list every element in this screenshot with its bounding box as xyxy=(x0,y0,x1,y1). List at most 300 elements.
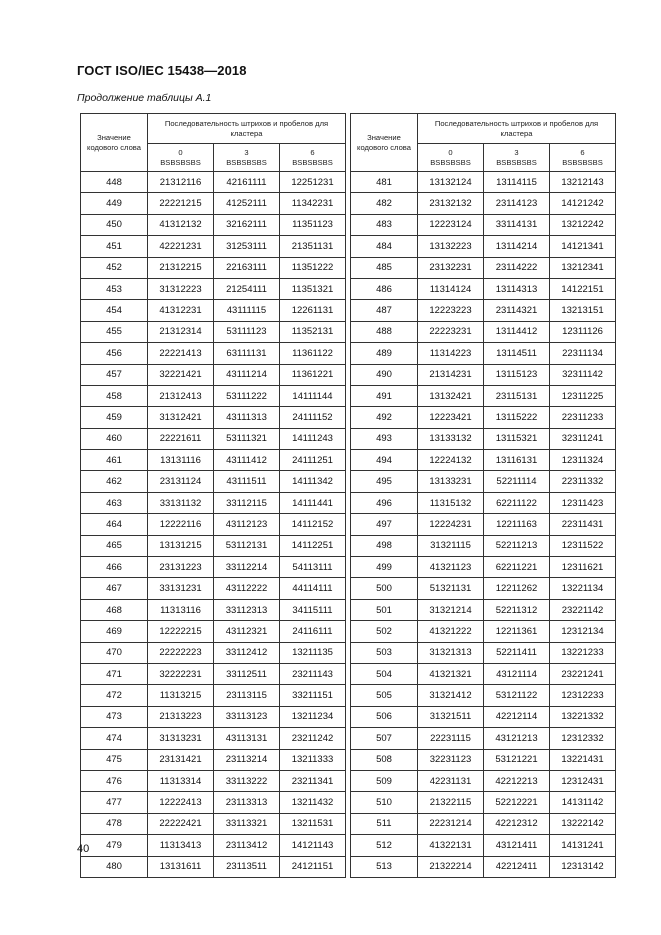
pattern-cell: 14122151 xyxy=(550,278,616,299)
codeword-value-cell: 487 xyxy=(351,300,418,321)
pattern-cell: 43111214 xyxy=(214,364,280,385)
pattern-cell: 24111251 xyxy=(280,450,346,471)
codeword-value-cell: 502 xyxy=(351,621,418,642)
pattern-cell: 13114412 xyxy=(484,321,550,342)
table-row xyxy=(351,214,616,235)
codeword-value-cell: 486 xyxy=(351,278,418,299)
header-codeword-value: Значение кодового слова xyxy=(81,114,148,172)
pattern-cell: 13211234 xyxy=(280,706,346,727)
pattern-cell: 41321321 xyxy=(418,663,484,684)
codeword-value-cell: 512 xyxy=(351,835,418,856)
table-row xyxy=(351,792,616,813)
pattern-cell: 53121221 xyxy=(484,749,550,770)
table-row xyxy=(351,813,616,834)
table-row xyxy=(81,621,346,642)
codeword-value-cell: 479 xyxy=(81,835,148,856)
table-row xyxy=(351,172,616,193)
pattern-cell: 62211122 xyxy=(484,492,550,513)
pattern-cell: 31253111 xyxy=(214,236,280,257)
pattern-cell: 43121213 xyxy=(484,728,550,749)
table-row xyxy=(81,835,346,856)
table-row xyxy=(351,514,616,535)
pattern-cell: 41252111 xyxy=(214,193,280,214)
table-row xyxy=(81,407,346,428)
pattern-cell: 13131215 xyxy=(148,535,214,556)
pattern-cell: 12312134 xyxy=(550,621,616,642)
table-body-left xyxy=(81,172,346,878)
pattern-cell: 21312116 xyxy=(148,172,214,193)
table-row xyxy=(351,749,616,770)
table-row xyxy=(81,813,346,834)
codeword-value-cell: 455 xyxy=(81,321,148,342)
table-row xyxy=(81,578,346,599)
table-row xyxy=(351,835,616,856)
pattern-cell: 32231123 xyxy=(418,749,484,770)
table-row xyxy=(81,535,346,556)
cluster-number: 3 xyxy=(514,147,519,157)
pattern-cell: 23131223 xyxy=(148,557,214,578)
cluster-number: 6 xyxy=(580,147,585,157)
codeword-value-cell: 505 xyxy=(351,685,418,706)
document-title: ГОСТ ISO/IEC 15438—2018 xyxy=(77,63,247,78)
pattern-cell: 31321511 xyxy=(418,706,484,727)
pattern-cell: 14121143 xyxy=(280,835,346,856)
pattern-cell: 12211163 xyxy=(484,514,550,535)
pattern-cell: 13114511 xyxy=(484,343,550,364)
table-row xyxy=(81,770,346,791)
pattern-cell: 43112321 xyxy=(214,621,280,642)
table-row xyxy=(351,706,616,727)
codeword-value-cell: 500 xyxy=(351,578,418,599)
codeword-value-cell: 480 xyxy=(81,856,148,877)
codeword-value-cell: 454 xyxy=(81,300,148,321)
pattern-cell: 12311621 xyxy=(550,557,616,578)
pattern-cell: 33112412 xyxy=(214,642,280,663)
table-row xyxy=(351,343,616,364)
pattern-cell: 52211312 xyxy=(484,599,550,620)
pattern-cell: 33211151 xyxy=(280,685,346,706)
pattern-cell: 24121151 xyxy=(280,856,346,877)
codeword-value-cell: 491 xyxy=(351,385,418,406)
pattern-cell: 23132132 xyxy=(418,193,484,214)
pattern-cell: 33114131 xyxy=(484,214,550,235)
pattern-cell: 23114222 xyxy=(484,257,550,278)
table-row xyxy=(351,364,616,385)
pattern-cell: 11342231 xyxy=(280,193,346,214)
pattern-cell: 13212242 xyxy=(550,214,616,235)
pattern-cell: 12222215 xyxy=(148,621,214,642)
codeword-value-cell: 474 xyxy=(81,728,148,749)
codeword-value-cell: 504 xyxy=(351,663,418,684)
table-row xyxy=(351,236,616,257)
pattern-cell: 23113412 xyxy=(214,835,280,856)
codeword-value-cell: 484 xyxy=(351,236,418,257)
pattern-cell: 12223421 xyxy=(418,407,484,428)
pattern-cell: 31321115 xyxy=(418,535,484,556)
pattern-cell: 13115123 xyxy=(484,364,550,385)
codeword-value-cell: 451 xyxy=(81,236,148,257)
pattern-cell: 43111511 xyxy=(214,471,280,492)
table-row xyxy=(81,450,346,471)
pattern-cell: 14111441 xyxy=(280,492,346,513)
pattern-cell: 22163111 xyxy=(214,257,280,278)
pattern-cell: 33112214 xyxy=(214,557,280,578)
pattern-cell: 14111342 xyxy=(280,471,346,492)
pattern-cell: 12223124 xyxy=(418,214,484,235)
pattern-cell: 31312421 xyxy=(148,407,214,428)
pattern-cell: 22221215 xyxy=(148,193,214,214)
pattern-cell: 11361122 xyxy=(280,343,346,364)
pattern-cell: 13131611 xyxy=(148,856,214,877)
pattern-cell: 22311134 xyxy=(550,343,616,364)
pattern-cell: 13211135 xyxy=(280,642,346,663)
table-row xyxy=(81,172,346,193)
codeword-value-cell: 463 xyxy=(81,492,148,513)
table-row xyxy=(81,236,346,257)
table-row xyxy=(351,428,616,449)
codeword-value-cell: 466 xyxy=(81,557,148,578)
pattern-cell: 13116131 xyxy=(484,450,550,471)
codeword-value-cell: 492 xyxy=(351,407,418,428)
header-sequence: Последовательность штрихов и пробелов для кластера xyxy=(418,114,616,144)
pattern-cell: 42212312 xyxy=(484,813,550,834)
table-row xyxy=(351,856,616,877)
pattern-cell: 13211531 xyxy=(280,813,346,834)
pattern-cell: 13114214 xyxy=(484,236,550,257)
table-row xyxy=(351,685,616,706)
table-row xyxy=(351,492,616,513)
codeword-value-cell: 475 xyxy=(81,749,148,770)
codeword-value-cell: 509 xyxy=(351,770,418,791)
cluster-pattern: BSBSBSBS xyxy=(496,157,537,167)
pattern-cell: 21351131 xyxy=(280,236,346,257)
pattern-cell: 23131124 xyxy=(148,471,214,492)
table-row xyxy=(81,428,346,449)
codeword-value-cell: 485 xyxy=(351,257,418,278)
pattern-cell: 43112123 xyxy=(214,514,280,535)
codeword-value-cell: 490 xyxy=(351,364,418,385)
pattern-cell: 12312233 xyxy=(550,685,616,706)
pattern-cell: 53111123 xyxy=(214,321,280,342)
pattern-cell: 13131116 xyxy=(148,450,214,471)
codeword-value-cell: 510 xyxy=(351,792,418,813)
pattern-cell: 41321222 xyxy=(418,621,484,642)
pattern-cell: 34115111 xyxy=(280,599,346,620)
pattern-cell: 32311241 xyxy=(550,428,616,449)
pattern-cell: 23113115 xyxy=(214,685,280,706)
codeword-value-cell: 511 xyxy=(351,813,418,834)
cluster-pattern: BSBSBSBS xyxy=(562,157,603,167)
pattern-cell: 23114321 xyxy=(484,300,550,321)
table-row xyxy=(81,749,346,770)
table-row xyxy=(351,385,616,406)
pattern-cell: 31313231 xyxy=(148,728,214,749)
codeword-value-cell: 508 xyxy=(351,749,418,770)
pattern-cell: 13212143 xyxy=(550,172,616,193)
pattern-cell: 13211333 xyxy=(280,749,346,770)
pattern-cell: 23211143 xyxy=(280,663,346,684)
pattern-cell: 21322214 xyxy=(418,856,484,877)
pattern-cell: 32311142 xyxy=(550,364,616,385)
table-caption: Продолжение таблицы А.1 xyxy=(77,92,212,104)
codeword-value-cell: 473 xyxy=(81,706,148,727)
codeword-value-cell: 489 xyxy=(351,343,418,364)
table-row xyxy=(81,856,346,877)
codeword-value-cell: 482 xyxy=(351,193,418,214)
pattern-cell: 12223223 xyxy=(418,300,484,321)
table-row xyxy=(351,599,616,620)
pattern-cell: 13133231 xyxy=(418,471,484,492)
pattern-cell: 23132231 xyxy=(418,257,484,278)
header-cluster-3 xyxy=(484,144,550,172)
codeword-value-cell: 470 xyxy=(81,642,148,663)
table-row xyxy=(81,321,346,342)
pattern-cell: 43111115 xyxy=(214,300,280,321)
pattern-cell: 62211221 xyxy=(484,557,550,578)
table-row xyxy=(81,214,346,235)
header-cluster-0 xyxy=(418,144,484,172)
pattern-cell: 31321412 xyxy=(418,685,484,706)
table-row xyxy=(351,321,616,342)
pattern-cell: 42161111 xyxy=(214,172,280,193)
codeword-value-cell: 503 xyxy=(351,642,418,663)
header-codeword-value: Значение кодового слова xyxy=(351,114,418,172)
pattern-cell: 21322115 xyxy=(418,792,484,813)
pattern-cell: 53111222 xyxy=(214,385,280,406)
pattern-cell: 12311423 xyxy=(550,492,616,513)
pattern-cell: 12222116 xyxy=(148,514,214,535)
codeword-value-cell: 488 xyxy=(351,321,418,342)
pattern-cell: 12313142 xyxy=(550,856,616,877)
pattern-cell: 23221142 xyxy=(550,599,616,620)
cluster-pattern: BSBSBSBS xyxy=(292,157,333,167)
pattern-cell: 22231115 xyxy=(418,728,484,749)
codeword-table-left xyxy=(80,113,346,878)
pattern-cell: 22221413 xyxy=(148,343,214,364)
pattern-cell: 33112313 xyxy=(214,599,280,620)
pattern-cell: 14121341 xyxy=(550,236,616,257)
pattern-cell: 21312215 xyxy=(148,257,214,278)
pattern-cell: 13211432 xyxy=(280,792,346,813)
table-row xyxy=(351,557,616,578)
cluster-number: 3 xyxy=(244,147,249,157)
codeword-value-cell: 449 xyxy=(81,193,148,214)
pattern-cell: 22222223 xyxy=(148,642,214,663)
pattern-cell: 32162111 xyxy=(214,214,280,235)
cluster-number: 0 xyxy=(178,147,183,157)
codeword-value-cell: 468 xyxy=(81,599,148,620)
pattern-cell: 21312314 xyxy=(148,321,214,342)
table-row xyxy=(81,364,346,385)
pattern-cell: 22311431 xyxy=(550,514,616,535)
pattern-cell: 13213151 xyxy=(550,300,616,321)
pattern-cell: 32222231 xyxy=(148,663,214,684)
pattern-cell: 22311233 xyxy=(550,407,616,428)
pattern-cell: 11351321 xyxy=(280,278,346,299)
pattern-cell: 11313116 xyxy=(148,599,214,620)
codeword-value-cell: 496 xyxy=(351,492,418,513)
pattern-cell: 11351222 xyxy=(280,257,346,278)
pattern-cell: 43121114 xyxy=(484,663,550,684)
table-row xyxy=(81,300,346,321)
table-row xyxy=(351,663,616,684)
pattern-cell: 12311126 xyxy=(550,321,616,342)
pattern-cell: 11313413 xyxy=(148,835,214,856)
pattern-cell: 41312231 xyxy=(148,300,214,321)
pattern-cell: 21313223 xyxy=(148,706,214,727)
codeword-value-cell: 459 xyxy=(81,407,148,428)
table-row xyxy=(81,706,346,727)
pattern-cell: 13115222 xyxy=(484,407,550,428)
pattern-cell: 33131132 xyxy=(148,492,214,513)
pattern-cell: 42221231 xyxy=(148,236,214,257)
table-row xyxy=(81,343,346,364)
pattern-cell: 13132124 xyxy=(418,172,484,193)
codeword-value-cell: 460 xyxy=(81,428,148,449)
pattern-cell: 33113123 xyxy=(214,706,280,727)
pattern-cell: 13221332 xyxy=(550,706,616,727)
cluster-pattern: BSBSBSBS xyxy=(430,157,471,167)
pattern-cell: 23131421 xyxy=(148,749,214,770)
pattern-cell: 24111152 xyxy=(280,407,346,428)
table-row xyxy=(351,407,616,428)
codeword-value-cell: 462 xyxy=(81,471,148,492)
table-row xyxy=(81,492,346,513)
codeword-value-cell: 498 xyxy=(351,535,418,556)
pattern-cell: 13221233 xyxy=(550,642,616,663)
pattern-cell: 21314231 xyxy=(418,364,484,385)
pattern-cell: 43121411 xyxy=(484,835,550,856)
pattern-cell: 43113131 xyxy=(214,728,280,749)
codeword-value-cell: 481 xyxy=(351,172,418,193)
pattern-cell: 41321123 xyxy=(418,557,484,578)
pattern-cell: 63111131 xyxy=(214,343,280,364)
table-row xyxy=(351,770,616,791)
pattern-cell: 33112115 xyxy=(214,492,280,513)
pattern-cell: 12211262 xyxy=(484,578,550,599)
pattern-cell: 42212213 xyxy=(484,770,550,791)
codeword-value-cell: 472 xyxy=(81,685,148,706)
pattern-cell: 23113214 xyxy=(214,749,280,770)
table-row xyxy=(81,685,346,706)
table-row xyxy=(351,300,616,321)
pattern-cell: 23211341 xyxy=(280,770,346,791)
pattern-cell: 53112131 xyxy=(214,535,280,556)
page-number: 40 xyxy=(77,843,90,855)
tables-container xyxy=(80,113,614,878)
pattern-cell: 33113321 xyxy=(214,813,280,834)
pattern-cell: 12312431 xyxy=(550,770,616,791)
codeword-value-cell: 478 xyxy=(81,813,148,834)
pattern-cell: 31321313 xyxy=(418,642,484,663)
table-row xyxy=(81,278,346,299)
pattern-cell: 22223231 xyxy=(418,321,484,342)
pattern-cell: 14112251 xyxy=(280,535,346,556)
pattern-cell: 14111243 xyxy=(280,428,346,449)
pattern-cell: 51321131 xyxy=(418,578,484,599)
table-row xyxy=(81,257,346,278)
table-row xyxy=(81,193,346,214)
pattern-cell: 24116111 xyxy=(280,621,346,642)
table-row xyxy=(351,193,616,214)
pattern-cell: 14112152 xyxy=(280,514,346,535)
pattern-cell: 12222413 xyxy=(148,792,214,813)
table-row xyxy=(351,450,616,471)
pattern-cell: 13132421 xyxy=(418,385,484,406)
pattern-cell: 23115131 xyxy=(484,385,550,406)
table-row xyxy=(81,599,346,620)
pattern-cell: 52211213 xyxy=(484,535,550,556)
pattern-cell: 23211242 xyxy=(280,728,346,749)
pattern-cell: 33112511 xyxy=(214,663,280,684)
pattern-cell: 13221134 xyxy=(550,578,616,599)
codeword-value-cell: 465 xyxy=(81,535,148,556)
codeword-value-cell: 513 xyxy=(351,856,418,877)
pattern-cell: 32221421 xyxy=(148,364,214,385)
codeword-value-cell: 456 xyxy=(81,343,148,364)
pattern-cell: 41312132 xyxy=(148,214,214,235)
pattern-cell: 54113111 xyxy=(280,557,346,578)
pattern-cell: 42231131 xyxy=(418,770,484,791)
cluster-pattern: BSBSBSBS xyxy=(160,157,201,167)
pattern-cell: 12261131 xyxy=(280,300,346,321)
codeword-value-cell: 469 xyxy=(81,621,148,642)
codeword-value-cell: 471 xyxy=(81,663,148,684)
codeword-value-cell: 499 xyxy=(351,557,418,578)
pattern-cell: 11352131 xyxy=(280,321,346,342)
table-row xyxy=(81,642,346,663)
pattern-cell: 23221241 xyxy=(550,663,616,684)
cluster-number: 6 xyxy=(310,147,315,157)
pattern-cell: 14131142 xyxy=(550,792,616,813)
pattern-cell: 12211361 xyxy=(484,621,550,642)
codeword-value-cell: 495 xyxy=(351,471,418,492)
table-row xyxy=(81,514,346,535)
pattern-cell: 11361221 xyxy=(280,364,346,385)
pattern-cell: 13115321 xyxy=(484,428,550,449)
codeword-value-cell: 483 xyxy=(351,214,418,235)
codeword-value-cell: 448 xyxy=(81,172,148,193)
table-row xyxy=(351,578,616,599)
pattern-cell: 12311225 xyxy=(550,385,616,406)
pattern-cell: 53111321 xyxy=(214,428,280,449)
cluster-number: 0 xyxy=(448,147,453,157)
pattern-cell: 21254111 xyxy=(214,278,280,299)
pattern-cell: 41322131 xyxy=(418,835,484,856)
pattern-cell: 11315132 xyxy=(418,492,484,513)
codeword-value-cell: 501 xyxy=(351,599,418,620)
header-cluster-0 xyxy=(148,144,214,172)
codeword-value-cell: 467 xyxy=(81,578,148,599)
codeword-table-right xyxy=(350,113,616,878)
codeword-value-cell: 461 xyxy=(81,450,148,471)
pattern-cell: 11351123 xyxy=(280,214,346,235)
pattern-cell: 23114123 xyxy=(484,193,550,214)
pattern-cell: 43112222 xyxy=(214,578,280,599)
pattern-cell: 22311332 xyxy=(550,471,616,492)
table-row xyxy=(351,535,616,556)
table-row xyxy=(351,471,616,492)
table-row xyxy=(351,621,616,642)
header-sequence: Последовательность штрихов и пробелов для кластера xyxy=(148,114,346,144)
header-cluster-6 xyxy=(550,144,616,172)
pattern-cell: 13212341 xyxy=(550,257,616,278)
codeword-value-cell: 493 xyxy=(351,428,418,449)
pattern-cell: 12224231 xyxy=(418,514,484,535)
codeword-value-cell: 476 xyxy=(81,770,148,791)
header-cluster-3 xyxy=(214,144,280,172)
pattern-cell: 13114313 xyxy=(484,278,550,299)
